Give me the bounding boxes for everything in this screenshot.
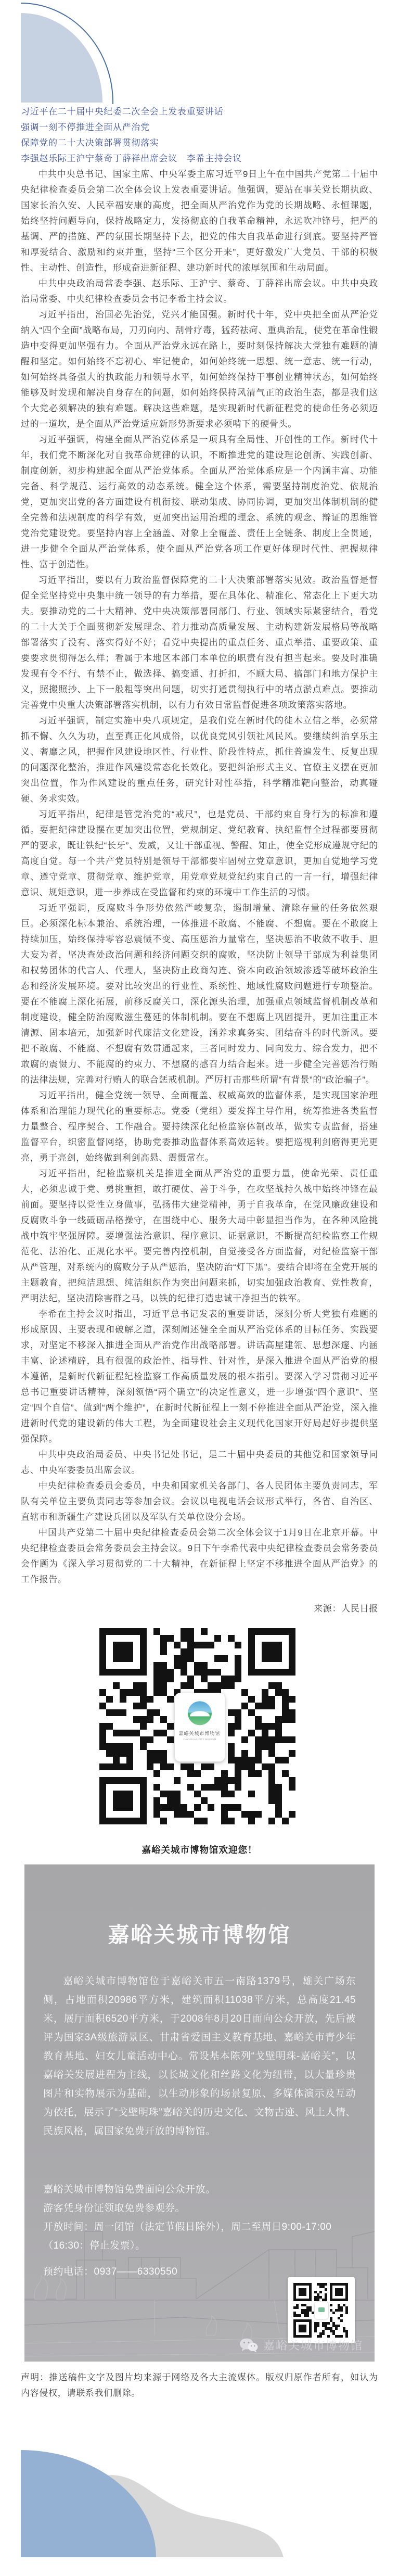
article-source: 来源：人民日报 bbox=[314, 1604, 378, 1614]
wechat-icon bbox=[239, 2338, 258, 2353]
text-line: 李强赵乐际王沪宁蔡奇丁薛祥出席会议 李希主持会议 bbox=[21, 154, 242, 163]
text-line: 中共中央政治局常委李强、赵乐际、王沪宁、蔡奇、丁薛祥出席会议。中共中央政治局常委、中央纪律检查委员会书记李希主持会议。 bbox=[21, 278, 378, 304]
text-line: 游客凭身份证领取免费参观券。 bbox=[43, 2203, 186, 2214]
wechat-account-row bbox=[239, 2337, 363, 2353]
text-line: 习近平指出，纪检监察机关是推进全面从严治党的重要力量，使命光荣、责任重大，必须忠诚于党、勇挑重担，敢打硬仗、善于斗争，在攻坚战持久战中始终冲锋在最前面。要坚持以党性立身做事，弘扬伟大建党精神，勇于自我革命，在党风廉政建设和反腐败斗争一线砥砺品格操守，在围绕中心、服务大局中彰显担当作为，在各种风险挑战中筑牢坚强屏障。要增强法治意识、程序意识、证据意识，不断提高纪检监察工作规范化、法治化、正规化水平。要完善内控机制，自觉接受各方面监督，对纪检监察干部从严管理，对系统内的腐败分子从严惩治，坚决防治“灯下黑”。要结合即将在全党开展的主题教育，把纯洁思想、纯洁组织作为突出问题来抓，切实加强政治教育、党性教育，严明法纪，坚决清除害群之马，以铁的纪律打造忠诚干净担当的铁军。 bbox=[21, 1169, 378, 1303]
article-body bbox=[21, 104, 378, 1617]
wechat-qr-code bbox=[288, 2277, 355, 2343]
text-line: 习近平强调，制定实施中央八项规定，是我们党在新时代的徙木立信之举，必须常抓不懈、久久为功，直至真正化风成俗，以优良党风引领社风民风。要继续纠治享乐主义、奢靡之风，把握作风建设地区性、行业性、阶段性特点，抓住普遍发生、反复出现的问题深化整治，推进作风建设常态化长效化。要把纠治形式主义、官僚主义摆在更加突出位置，作为作风建设的重点任务，研究针对性举措，科学精准靶向整治，动真碰硬、务求实效。 bbox=[21, 716, 378, 804]
text-line: 习近平在二十届中央纪委二次全会上发表重要讲话 bbox=[21, 107, 224, 117]
disclaimer-text: 声明：推送稿件文字及图片均来源于网络及各大主流媒体。版权归原作者所有，如认为内容侵权，请联系我们删除。 bbox=[21, 2372, 378, 2398]
museum-logo-icon bbox=[188, 1701, 212, 1725]
text-line: 习近平强调，反腐败斗争形势依然严峻复杂，遏制增量、清除存量的任务依然艰巨。必须深化标本兼治、系统治理，一体推进不敢腐、不能腐、不想腐。要在不敢腐上持续加压，始终保持零容忍震慑不变、高压惩治力量常在，坚决惩治不收敛不收手、胆大妄为者，坚决查处政治问题和经济问题交织的腐败，坚决防止领导干部成为利益集团和权势团体的代言人、代理人，坚决防止政商勾连、资本向政治领域渗透等破坏政治生态和经济发展环境。要对比较突出的行业性、系统性、地域性腐败问题进行专项整治。要在不能腐上深化拓展，前移反腐关口，深化源头治理，加强重点领域监督机制改革和制度建设，健全防治腐败滋生蔓延的体制机制。要在不想腐上巩固提升，更加注重正本清源、固本培元，加强新时代廉洁文化建设，涵养求真务实、团结奋斗的时代新风。要把不敢腐、不能腐、不想腐有效贯通起来，三者同时发力、同向发力、综合发力，把不敢腐的震慑力、不能腐的约束力、不想腐的感召力结合起来。进一步健全完善惩治行贿的法律法规，完善对行贿人的联合惩戒机制。严厉打击那些所谓“有背景”的“政治骗子”。 bbox=[21, 903, 378, 1085]
text-line: 习近平指出，要以有力政治监督保障党的二十大决策部署落实见效。政治监督是督促全党坚持党中央集中统一领导的有力举措，要在具体化、精准化、常态化上下更大功夫。要推动党的二十大精神、党中央决策部署同部门、行业、领域实际紧密结合，看党的二十大关于全面贯彻新发展理念、着力推动高质量发展、主动构建新发展格局等战略部署落实了没有、落实得好不好；看党中央提出的重点任务、重点举措、重要政策、重要要求贯彻得怎么样；看属于本地区本部门本单位的职责有没有担当起来。要及时准确发现有令不行、有禁不止，做选择、搞变通、打折扣，不顾大局、搞部门和地方保护主义，照搬照抄、上下一般粗等突出问题，切实打通贯彻执行中的堵点淤点难点。要推动完善党中央重大决策部署落实机制，以有力有效日常监督促进各项政策落实落地。 bbox=[21, 575, 378, 710]
museum-logo-card bbox=[175, 1693, 225, 1761]
text-line: 习近平强调，构建全面从严治党体系是一项具有全局性、开创性的工作。新时代十年，我们党不断深化对自我革命规律的认识，不断推进党的建设理论创新、实践创新、制度创新，初步构建起全面从严治党体系。全面从严治党体系应是一个内涵丰富、功能完备、科学规范、运行高效的动态系统。健全这个体系，需要坚持制度治党、依规治党，更加突出党的各方面建设有机衔接、联动集成、协同协调，更加突出体制机制的健全完善和法规制度的科学有效，更加突出运用治理的理念、系统的观念、辩证的思维管党治党建设党。要坚持内容上全涵盖、对象上全覆盖、责任上全链条、制度上全贯通，进一步健全全面从严治党体系，使全面从严治党各项工作更好体现时代性、把握规律性、富于创造性。 bbox=[21, 435, 378, 569]
text-line: 中央纪律检查委员会委员，中央和国家机关各部门、各人民团体主要负责同志，军队有关单位主要负责同志等参加会议。会议以电视电话会议形式举行，各省、自治区、直辖市和新疆生产建设兵团以及军队有关单位设分会场。 bbox=[21, 1481, 378, 1522]
article-paragraphs bbox=[21, 167, 378, 1588]
banner-title: 嘉峪关城市博物馆 bbox=[108, 1923, 291, 1947]
text-line: 中共中央政治局委员、中央书记处书记，是二十届中央委员的其他党和国家领导同志、中央军委委员出席会议。 bbox=[21, 1450, 378, 1475]
quarter-circle-decoration-icon bbox=[0, 0, 399, 104]
text-line: 习近平指出，纪律是管党治党的“戒尺”，也是党员、干部约束自身行为的标准和遵循。要把纪律建设摆在更加突出位置，党规制定、党纪教育、执纪监督全过程都要贯彻严的要求，既让铁纪“长牙”、发威，又让干部重视、警醒、知止，使全党形成遵规守纪的高度自觉。每一个共产党员特别是领导干部都要牢固树立党章意识，更加自觉地学习党章、遵守党章、贯彻党章、维护党章，用党章党规党纪约束自己的一言一行，增强纪律意识、规矩意识，进一步养成在受监督和约束的环境中工作生活的习惯。 bbox=[21, 809, 378, 897]
article-headline bbox=[21, 104, 378, 167]
banner-visit-info bbox=[43, 2180, 356, 2255]
text-line: 中国共产党第二十届中央纪律检查委员会第二次全体会议于1月9日在北京开幕。中央纪律检查委员会常务委员会主持会议。9日下午李希代表中央纪律检查委员会常务委员会作题为《深入学习贯彻党的二十大精神，在新征程上坚定不移推进全面从严治党》的工作报告。 bbox=[21, 1528, 378, 1584]
text-line: 习近平指出，健全党统一领导、全面覆盖、权威高效的监督体系，是实现国家治理体系和治理能力现代化的重要标志。党委（党组）要发挥主导作用，统筹推进各类监督力量整合、程序契合、工作融合。要持续深化纪检监察体制改革，做实专责监督，搭建监督平台，织密监督网络，协助党委推动监督体系高效运转。要把巡视利剑磨得更光更亮，勇于亮剑，始终做到利剑高悬、震慑常在。 bbox=[21, 1090, 378, 1163]
wechat-account-label: 嘉峪关城市博物馆 bbox=[263, 2339, 363, 2352]
text-line: 中共中央总书记、国家主席、中央军委主席习近平9日上午在中国共产党第二十届中央纪律检查委员会第二次全体会议上发表重要讲话。他强调，要站在事关党长期执政、国家长治久安、人民幸福安康的高度，把全面从严治党作为党的长期战略、永恒课题，始终坚持问题导向，保持战略定力，发扬彻底的自我革命精神，永远吹冲锋号，把严的基调、严的措施、严的氛围长期坚持下去，把党的伟大自我革命进行到底。要坚持严管和厚爱结合、激励和约束并重，坚持“三个区分开来”，更好激发广大党员、干部的积极性、主动性、创造性，形成奋进新征程、建功新时代的浓厚氛围和生动局面。 bbox=[21, 169, 378, 273]
header-decoration bbox=[0, 0, 399, 104]
text-line: 习近平指出，治国必先治党，党兴才能国强。新时代十年，党中央把全面从严治党纳入“四个全面”战略布局，刀刃向内、刮骨疗毒，猛药祛疴、重典治乱，使党在革命性锻造中变得更加坚强有力。全面从严治党永远在路上，要时刻保持解决大党独有难题的清醒和坚定。如何始终不忘初心、牢记使命，如何始终统一思想、统一意志、统一行动，如何始终具备强大的执政能力和领导水平，如何始终保持干事创业精神状态，如何始终能够及时发现和解决自身存在的问题，如何始终保持风清气正的政治生态，都是我们这个大党必须解决的独有难题。解决这些难题，是实现新时代新征程党的使命任务必须迈过的一道坎，是全面从严治党适应新形势新要求必须啃下的硬骨头。 bbox=[21, 310, 378, 429]
footer-hills-decoration-icon bbox=[0, 2446, 399, 2576]
text-line: 强调一刻不停推进全面从严治党 bbox=[21, 122, 150, 132]
museum-logo-subtitle: JIAYUGUAN CITY MUSEUM bbox=[183, 1738, 216, 1741]
museum-logo-title: 嘉峪关城市博物馆 bbox=[178, 1731, 221, 1736]
text-line: 李希在主持会议时指出，习近平总书记发表的重要讲话，深刻分析大党独有难题的形成原因、主要表现和破解之道，深刻阐述健全全面从严治党体系的目标任务、实践要求，对坚定不移深入推进全面从严治党作出战略部署。讲话高屋建瓴、思想深邃、内涵丰富、论述精辟，具有很强的政治性、指导性、针对性，是深入推进全面从严治党的根本遵循，是新时代新征程纪检监察工作高质量发展的根本指引。要深入学习贯彻习近平总书记重要讲话精神，深刻领悟“两个确立”的决定性意义，进一步增强“四个意识”、坚定“四个自信”、做到“两个维护”，在新时代新征程上一刻不停推进全面从严治党，深入推进新时代党的建设新的伟大工程，为全面建设社会主义现代化国家开好局起好步提供坚强保障。 bbox=[21, 1309, 378, 1444]
mini-museum-logo-icon bbox=[315, 2302, 328, 2319]
text-line: 开放时间：周一闭馆（法定节假日除外），周二至周日9:00-17:00（16:30：停止发票）。 bbox=[43, 2222, 332, 2251]
welcome-text: 嘉峪关城市博物馆欢迎您！ bbox=[141, 1845, 258, 1855]
museum-qr-code bbox=[99, 1628, 300, 1829]
banner-intro: 嘉峪关城市博物馆位于嘉峪关市五一南路1379号，雄关广场东侧，占地面积20986平方米，建筑面积11038平方米，总高度21.45米，展厅面积6520平方米，于2008年8月20日面向公众开放，先后被评为国家3A级旅游景区、甘肃省爱国主义教育基地、嘉峪关市青少年教育基地、妇女儿童活动中心。常设基本陈列“戈壁明珠-嘉峪关”，以嘉峪关发展进程为主线，以长城文化和丝路文化为纽带，以大量珍贵图片和实物展示为基础，以生动形象的场景复原、多媒体演示及互动为依托，展示了“戈壁明珠”嘉峪关的历史文化、文物古迹、风土人情、民族风格，属国家免费开放的博物馆。 bbox=[43, 1976, 356, 2137]
museum-banner bbox=[24, 1864, 375, 2362]
footer-decoration bbox=[0, 2446, 399, 2576]
banner-phone: 预约电话：0937——6330550 bbox=[43, 2266, 178, 2277]
text-line: 嘉峪关城市博物馆免费面向公众开放。 bbox=[43, 2184, 216, 2195]
text-line: 保障党的二十大决策部署贯彻落实 bbox=[21, 138, 159, 148]
